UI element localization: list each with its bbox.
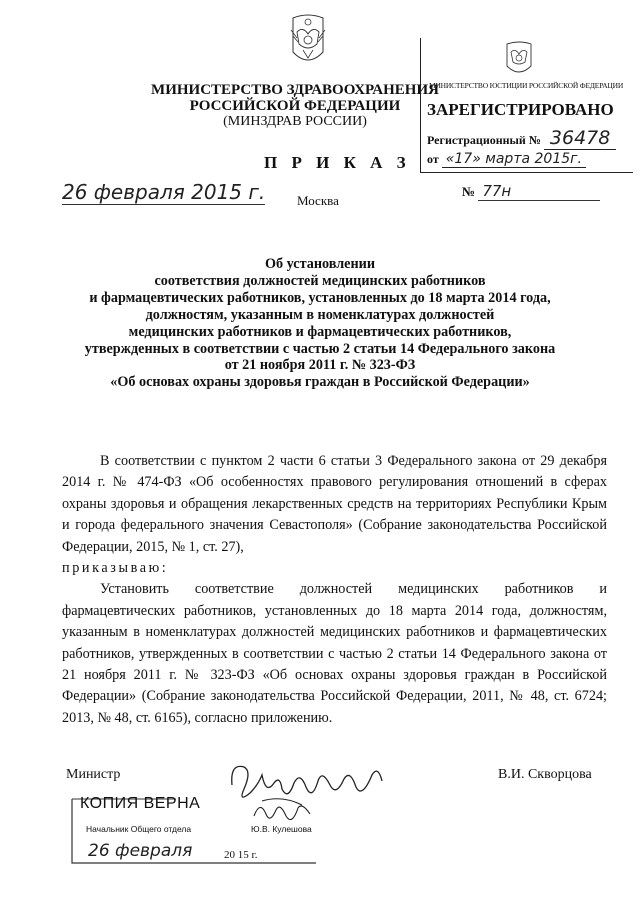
order-subject-title [70, 256, 570, 391]
ministry-name-line1: МИНИСТЕРСТВО ЗДРАВООХРАНЕНИЯ [151, 82, 439, 98]
registration-number-row [427, 127, 616, 149]
title-line: Об установлении [264, 256, 376, 272]
order-title: П Р И К А З [264, 153, 411, 172]
registration-stamp [420, 38, 633, 173]
stamp-emblem-icon [501, 40, 537, 80]
title-line: утвержденных в соответствии с частью 2 статьи 14 Федерального закона [84, 340, 556, 357]
title-line: должностям, указанным в номенклатурах должностей [145, 306, 495, 323]
copy-stamp-head-label: Начальник Общего отдела [86, 824, 192, 834]
copy-signature-icon [248, 796, 318, 830]
registration-number-value: 36478 [544, 127, 616, 150]
title-line: соответствия должностей медицинских работников [154, 272, 486, 289]
body-paragraph-main: Установить соответствие должностей медицинских работников и фармацевтических работников, установленных до 18 марта 2014 года, должностям, указанным в номенклатурах должностей медицинских работников и фармацевтических работников, утвержденных в соответствии с частью 2 статьи 14 Федерального закона от 21 ноября 2011 г. № 323-ФЗ «Об основах охраны здоровья граждан в Российской Федерации» (Собрание законодательства Российской Федерации, 2011, № 48, ст. 6724; 2013, № 48, ст. 6165), согласно приложению. [62, 581, 607, 726]
copy-stamp-date: 26 февраля [88, 841, 193, 861]
title-line: медицинских работников и фармацевтических работников, [128, 323, 512, 340]
order-date: 26 февраля 2015 г. [62, 180, 266, 204]
order-directive-word: приказываю: [62, 560, 169, 577]
registration-date-value: «17» марта 2015г. [442, 151, 586, 168]
coat-of-arms-icon [283, 12, 333, 74]
ministry-short-name: (МИНЗДРАВ РОССИИ) [223, 114, 367, 129]
copy-stamp-year: 20 15 г. [224, 849, 258, 861]
copy-stamp-title: КОПИЯ ВЕРНА [80, 795, 201, 812]
title-line: и фармацевтических работников, установленных до 18 марта 2014 года, [89, 289, 551, 306]
ministry-header [150, 82, 440, 130]
order-number-row [462, 182, 600, 201]
registered-label: ЗАРЕГИСТРИРОВАНО [427, 100, 614, 119]
order-body [62, 451, 607, 729]
registration-date-row [427, 151, 586, 167]
city: Москва [297, 193, 339, 208]
order-number-prefix: № [462, 184, 476, 199]
ministry-name-line2: РОССИЙСКОЙ ФЕДЕРАЦИИ [189, 98, 401, 114]
registration-date-prefix: от [427, 152, 439, 166]
body-paragraph-preamble: В соответствии с пунктом 2 части 6 статьи 3 Федерального закона от 29 декабря 2014 г. № 474-ФЗ «Об особенностях правового регулирования отношений в сферах охраны здоровья и обращения лекарственных средств на территориях Республики Крым и города федерального значения Севастополя» (Собрание законодательства Российской Федерации, 2015, № 1, ст. 27), [62, 453, 607, 555]
stamp-header: МИНИСТЕРСТВО ЮСТИЦИИ РОССИЙСКОЙ ФЕДЕРАЦИИ [429, 81, 624, 90]
copy-stamp-head-name: Ю.В. Кулешова [251, 824, 312, 834]
title-line: от 21 ноября 2011 г. № 323-ФЗ [224, 357, 416, 374]
signatory-name: В.И. Скворцова [498, 767, 592, 782]
title-line: «Об основах охраны здоровья граждан в Российской Федерации» [110, 374, 530, 391]
registration-number-label: Регистрационный № [427, 133, 541, 147]
signatory-position: Министр [66, 767, 121, 782]
order-number-value: 77н [478, 182, 600, 201]
